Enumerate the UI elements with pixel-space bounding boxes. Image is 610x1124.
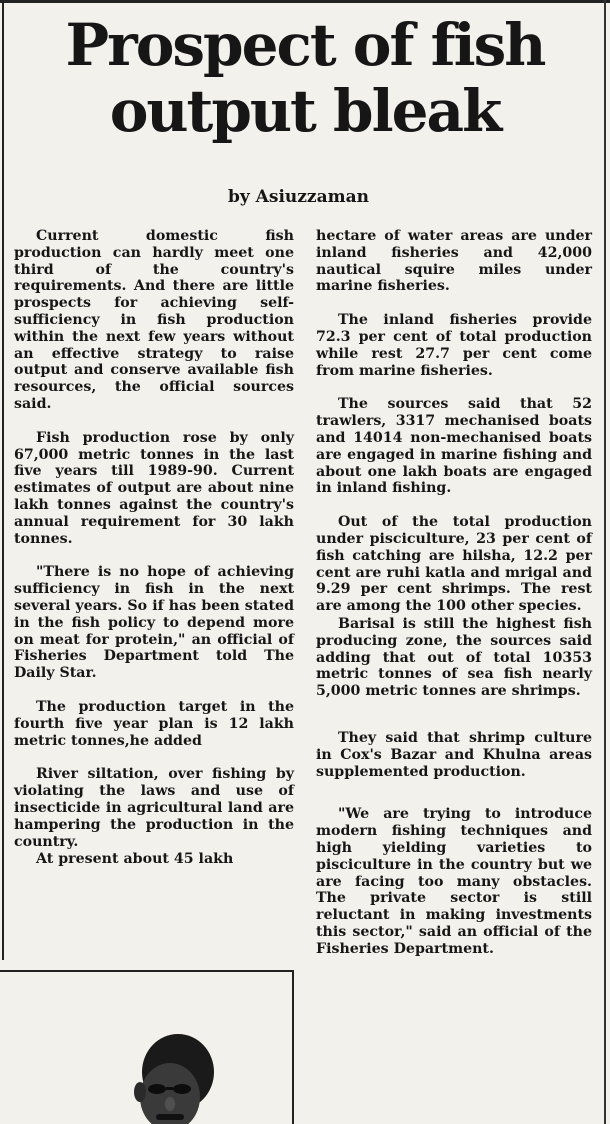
top-rule — [0, 0, 610, 3]
paragraph: "There is no hope of achieving sufficiency in fish in the next several years. So if has been stated in the fish policy to depend more on meat for protein," an official of Fisheries Department told The Daily Star. — [14, 564, 294, 682]
portrait-image — [0, 972, 292, 1124]
portrait-photo — [0, 970, 294, 1124]
paragraph: Fish production rose by only 67,000 metric tonnes in the last five years till 1989-90. Current estimates of output are about nine lakh tonnes against the country's annual requirement for 30 lakh tonnes. — [14, 429, 294, 547]
paragraph: Current domestic fish production can hardly meet one third of the country's requirements. And there are little prospects for achieving self-sufficiency in fish production within the next few years without an effective strategy to raise output and conserve available fish resources, the official sources said. — [14, 228, 294, 412]
right-rule — [604, 0, 606, 1124]
portrait-mustache — [156, 1114, 184, 1120]
portrait-eye-right — [173, 1084, 191, 1094]
left-rule — [2, 0, 4, 960]
paragraph: hectare of water areas are under inland fisheries and 42,000 nautical squire miles under marine fisheries. — [316, 228, 592, 295]
portrait-ear — [134, 1082, 146, 1102]
paragraph: Out of the total production under pisciculture, 23 per cent of fish catching are hilsha, 12.2 per cent are ruhi katla and mrigal and 9.29 per cent shrimps. The rest are among the 100 other species. — [316, 514, 592, 615]
paragraph: They said that shrimp culture in Cox's Bazar and Khulna areas supplemented production. — [316, 729, 592, 780]
paragraph: Barisal is still the highest fish producing zone, the sources said adding that out of total 10353 metric tonnes of sea fish nearly 5,000 metric tonnes are shrimps. — [316, 615, 592, 700]
portrait-glasses-bridge — [166, 1087, 173, 1090]
paragraph: At present about 45 lakh — [36, 851, 234, 868]
paragraph: River siltation, over fishing by violating the laws and use of insecticide in agricultural land are hampering the production in the country. — [14, 766, 294, 850]
portrait-eye-left — [148, 1084, 166, 1094]
right-column — [316, 228, 592, 974]
paragraph: "We are trying to introduce modern fishing techniques and high yielding varieties to pisciculture in the country but we are facing too many obstacles. The private sector is still reluctant in making investments this sector," said an official of the Fisheries Department. — [316, 806, 592, 957]
paragraph: The sources said that 52 trawlers, 3317 mechanised boats and 14014 non-mechanised boats are engaged in marine fishing and about one lakh boats are engaged in inland fishing. — [316, 396, 592, 497]
portrait-nose — [165, 1097, 175, 1111]
byline: by Asiuzzaman — [228, 187, 369, 207]
headline-line-2: output bleak — [109, 77, 501, 145]
left-column — [14, 228, 294, 885]
headline — [0, 12, 610, 144]
paragraph: The production target in the fourth five year plan is 12 lakh metric tonnes,he added — [14, 698, 294, 749]
paragraph: The inland fisheries provide 72.3 per cent of total production while rest 27.7 per cent come from marine fisheries. — [316, 312, 592, 379]
headline-line-1: Prospect of fish — [65, 11, 545, 79]
